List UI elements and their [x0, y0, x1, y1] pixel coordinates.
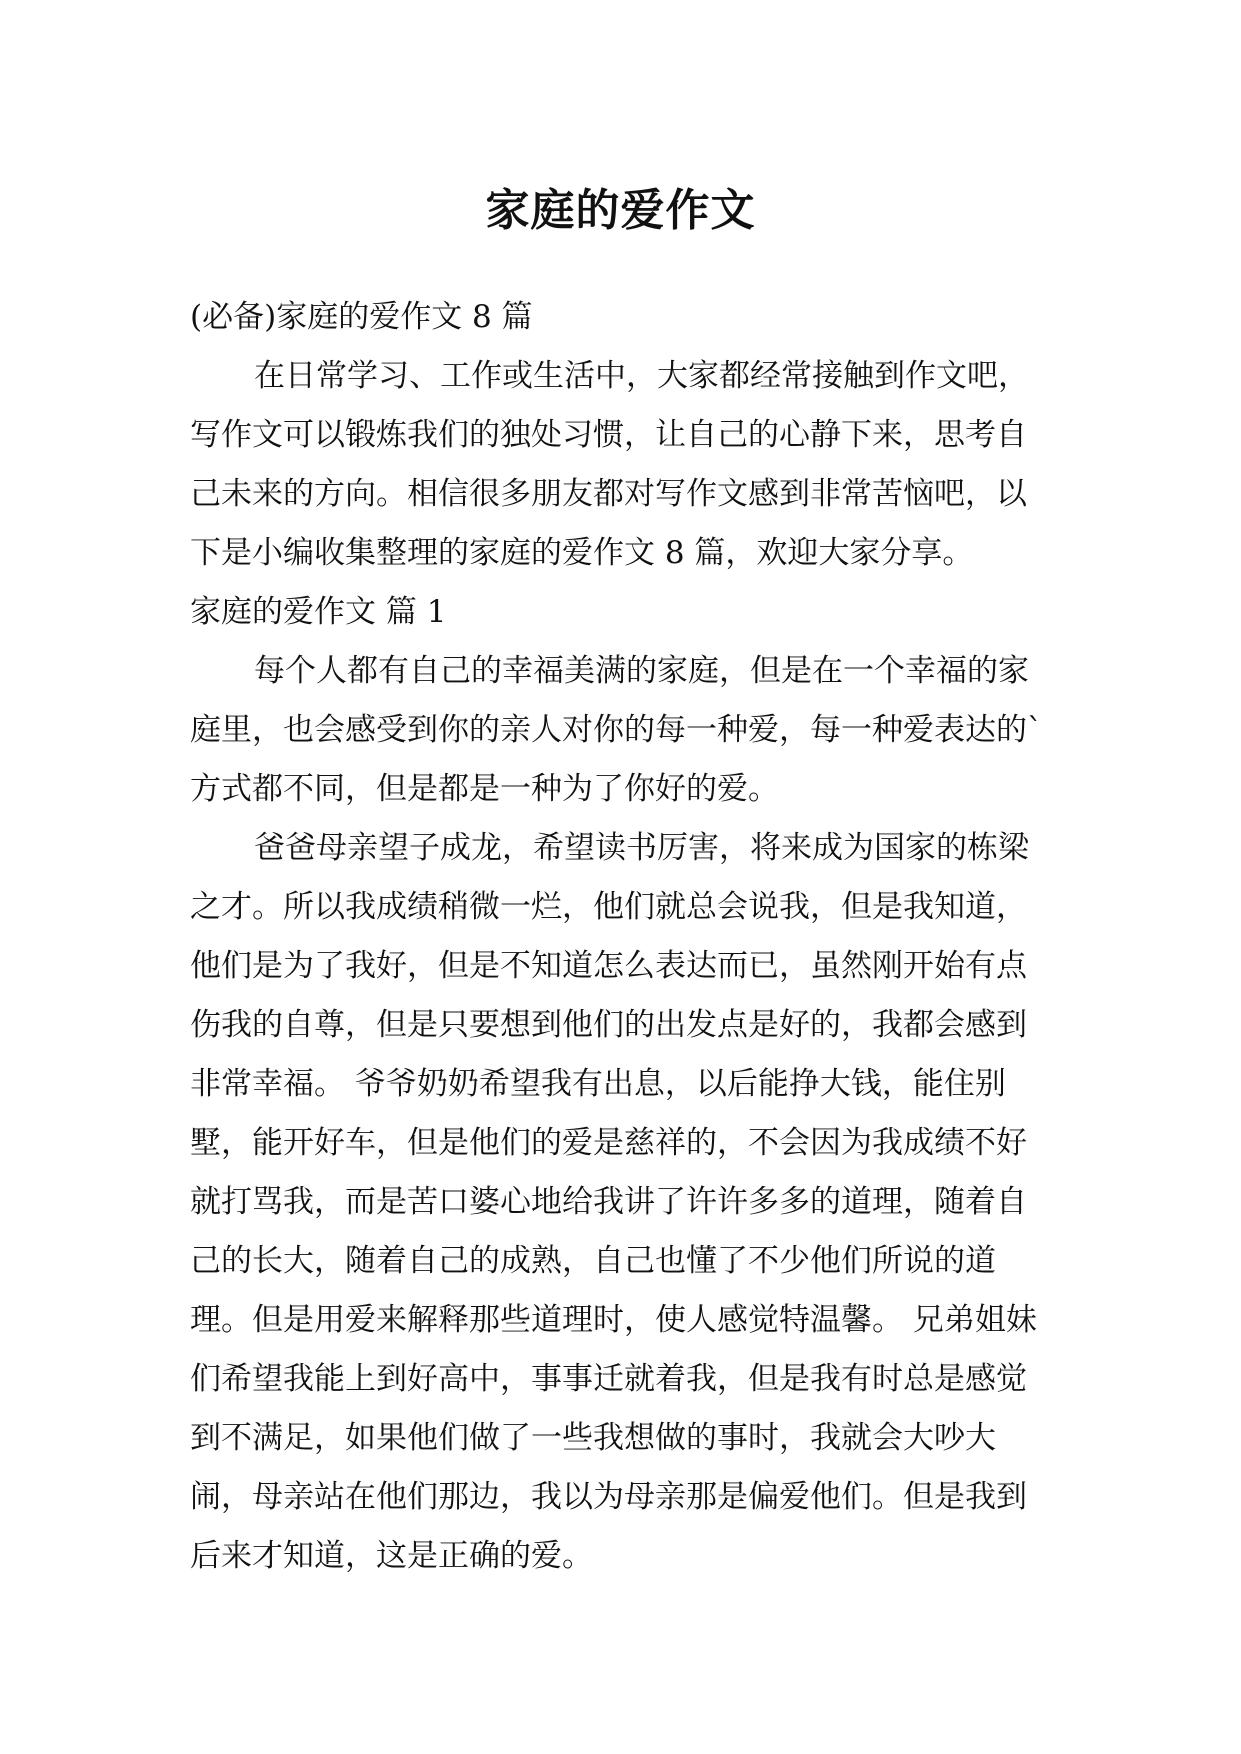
section1-paragraph-1: 每个人都有自己的幸福美满的家庭，但是在一个幸福的家庭里，也会感受到你的亲人对你的每一种爱，每一种爱表达的`方式都不同，但是都是一种为了你好的爱。 [190, 653, 1043, 807]
section1-paragraph-2: 爸爸母亲望子成龙，希望读书厉害，将来成为国家的栋梁之才。所以我成绩稍微一烂，他们就总会说我，但是我知道，他们是为了我好，但是不知道怎么表达而已，虽然刚开始有点伤我的自尊，但是只要想到他们的出发点是好的，我都会感到非常幸福。 爷爷奶奶希望我有出息，以后能挣大钱，能住别墅，能开好车，但是他们的爱是慈祥的，不会因为我成绩不好就打骂我，而是苦口婆心地给我讲了许许多多的道理，随着自己的长大，随着自己的成熟，自己也懂了不少他们所说的道理。但是用爱来解释那些道理时，使人感觉特温馨。 兄弟姐妹们希望我能上到好高中，事事迁就着我，但是我有时总是感觉到不满足，如果他们做了一些我想做的事时，我就会大吵大闹，母亲站在他们那边，我以为母亲那是偏爱他们。但是我到后来才知道，这是正确的爱。 [190, 830, 1037, 1574]
intro-heading: (必备)家庭的爱作文 8 篇 [190, 299, 533, 335]
intro-paragraph: 在日常学习、工作或生活中，大家都经常接触到作文吧，写作文可以锻炼我们的独处习惯，让自己的心静下来，思考自己未来的方向。相信很多朋友都对写作文感到非常苦恼吧，以下是小编收集整理的家庭的爱作文 8 篇，欢迎大家分享。 [190, 358, 1029, 571]
document-title: 家庭的爱作文 [485, 185, 756, 237]
section-heading-1: 家庭的爱作文 篇 1 [190, 594, 447, 630]
document-body [190, 288, 1056, 1586]
